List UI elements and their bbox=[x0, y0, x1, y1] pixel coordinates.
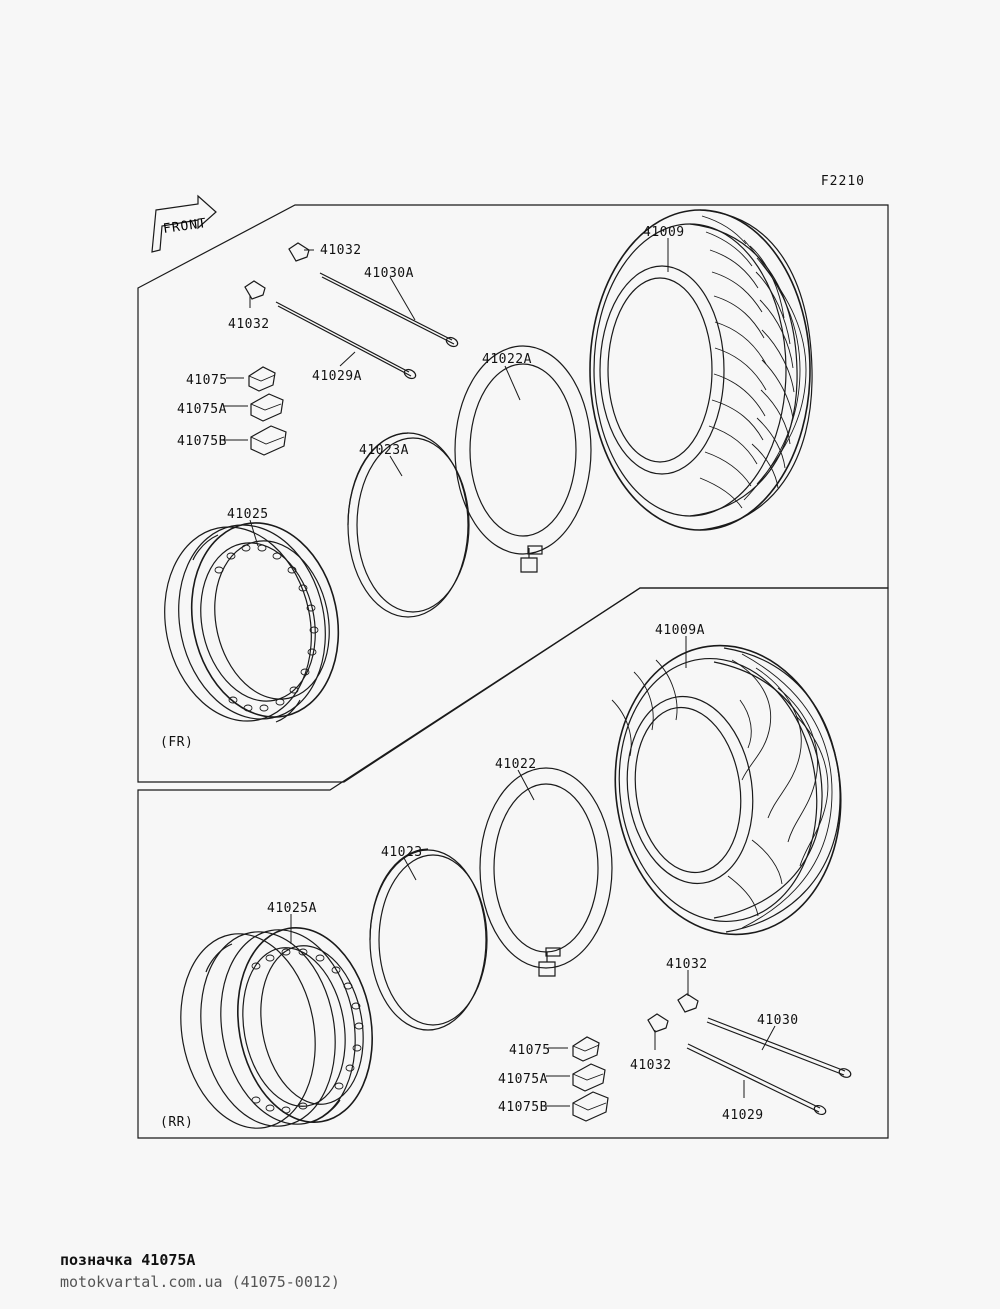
front-nipple-41032-lower bbox=[245, 281, 265, 299]
footer-source: motokvartal.com.ua (41075-0012) bbox=[60, 1273, 340, 1291]
part-label-41009A: 41009A bbox=[655, 623, 705, 638]
front-tire-41009 bbox=[590, 210, 812, 530]
section-label-front: (FR) bbox=[160, 735, 194, 750]
part-label-41029: 41029 bbox=[722, 1108, 764, 1123]
front-tube-41022A bbox=[455, 346, 591, 572]
part-label-41009: 41009 bbox=[643, 225, 685, 240]
part-label-41075A-rear: 41075A bbox=[498, 1072, 548, 1087]
part-label-41075-front: 41075 bbox=[186, 373, 228, 388]
front-nipple-41032-upper bbox=[289, 243, 309, 261]
front-spokes bbox=[245, 243, 459, 380]
rear-nipples-group bbox=[573, 1037, 608, 1121]
part-label-41025A: 41025A bbox=[267, 901, 317, 916]
rear-rim-band-41023 bbox=[370, 849, 487, 1030]
part-label-41023: 41023 bbox=[381, 845, 423, 860]
nipple-41075B-rear bbox=[573, 1092, 608, 1121]
nipple-41075 bbox=[249, 367, 275, 391]
nipple-41075A bbox=[251, 394, 283, 421]
part-label-41022A: 41022A bbox=[482, 352, 532, 367]
footer-title: позначка 41075A bbox=[60, 1251, 196, 1269]
part-label-41075-rear: 41075 bbox=[509, 1043, 551, 1058]
part-label-41032-rear-upper: 41032 bbox=[666, 957, 708, 972]
front-badge-label: FRONT bbox=[162, 216, 208, 237]
rear-tire-41009A bbox=[597, 631, 859, 949]
rear-nipple-41032-lower bbox=[648, 1014, 668, 1032]
rear-nipple-41032-upper bbox=[678, 994, 698, 1012]
nipple-41075B bbox=[251, 426, 286, 455]
front-direction-badge bbox=[152, 202, 218, 254]
part-label-41075B-rear: 41075B bbox=[498, 1100, 548, 1115]
part-label-41075A-front: 41075A bbox=[177, 402, 227, 417]
part-label-41032-front-lower: 41032 bbox=[228, 317, 270, 332]
front-rim-41025 bbox=[147, 509, 356, 735]
part-label-41030: 41030 bbox=[757, 1013, 799, 1028]
part-label-41025: 41025 bbox=[227, 507, 269, 522]
part-label-41030A: 41030A bbox=[364, 266, 414, 281]
nipple-41075-rear bbox=[573, 1037, 599, 1061]
diagram-code: F2210 bbox=[820, 174, 865, 189]
section-label-rear: (RR) bbox=[160, 1115, 194, 1130]
part-label-41032-rear-lower: 41032 bbox=[630, 1058, 672, 1073]
front-nipples-group bbox=[249, 367, 286, 455]
part-label-41022: 41022 bbox=[495, 757, 537, 772]
part-label-41023A: 41023A bbox=[359, 443, 409, 458]
front-rim-band-41023A bbox=[348, 433, 469, 617]
nipple-41075A-rear bbox=[573, 1064, 605, 1091]
rear-tube-41022 bbox=[480, 768, 612, 976]
rear-rim-41025A bbox=[166, 917, 387, 1139]
part-label-41032-front-upper: 41032 bbox=[320, 243, 362, 258]
rear-spokes bbox=[648, 994, 852, 1116]
footer bbox=[60, 1251, 340, 1291]
part-label-41075B-front: 41075B bbox=[177, 434, 227, 449]
part-label-41029A: 41029A bbox=[312, 369, 362, 384]
